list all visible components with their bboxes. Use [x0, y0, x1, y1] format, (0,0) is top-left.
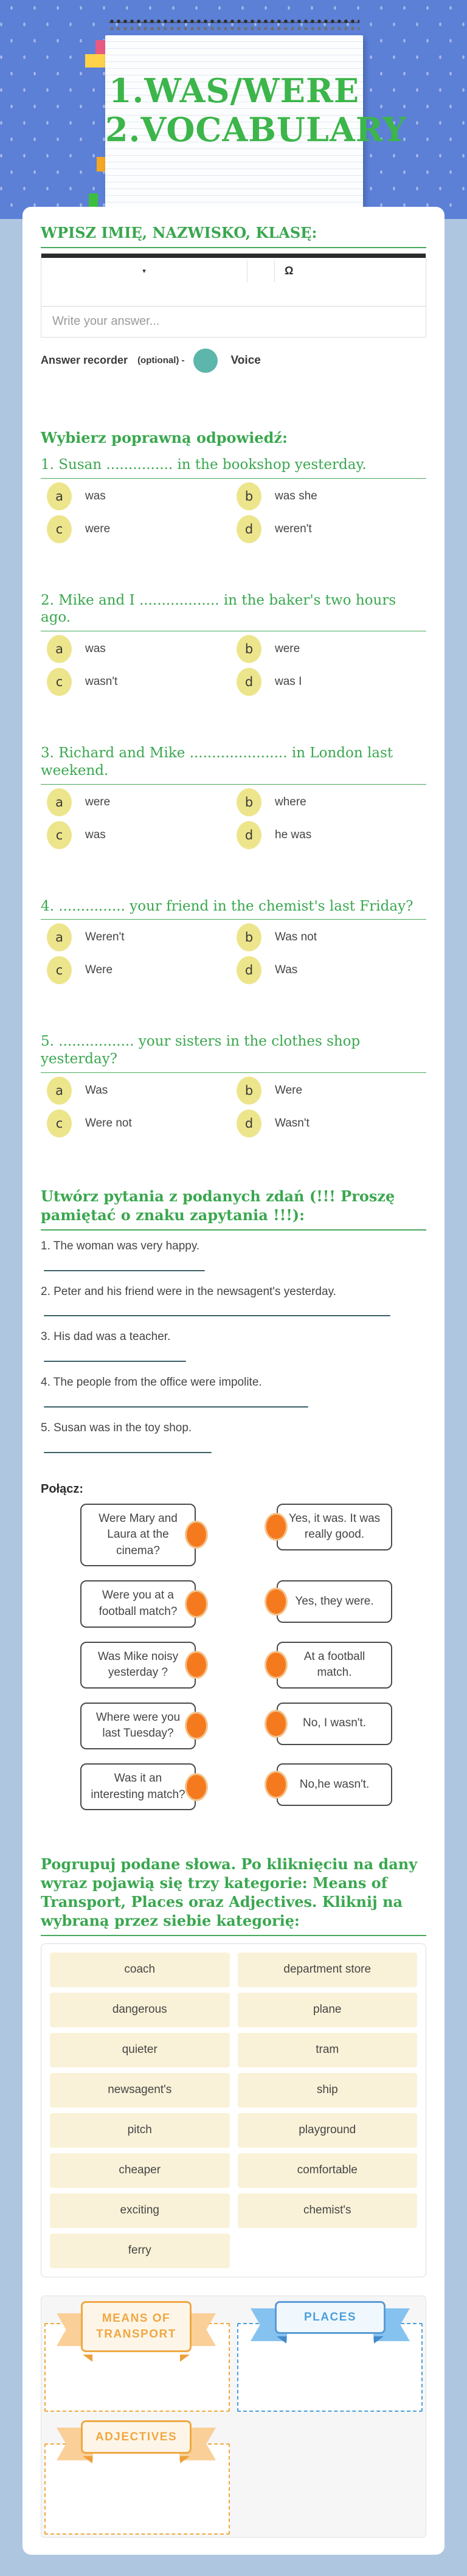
option-label: was	[85, 828, 106, 841]
option-label: was	[85, 489, 106, 502]
word-chips-grid	[50, 1953, 417, 2268]
connector-dot[interactable]	[185, 1521, 208, 1549]
option-label: Was	[85, 1083, 108, 1097]
match-right-text: No, I wasn't.	[303, 1717, 366, 1730]
open-question-4	[41, 1375, 426, 1408]
answer-recorder-label: Answer recorder	[41, 354, 128, 367]
matching-section	[41, 1482, 426, 1811]
grouping-section	[41, 1855, 426, 2538]
option-letter-badge[interactable]: a	[47, 923, 72, 951]
answer-recorder-row	[41, 349, 426, 373]
option-c[interactable]	[41, 668, 230, 696]
connector-dot[interactable]	[185, 1651, 208, 1679]
option-d[interactable]	[230, 956, 426, 984]
option-d[interactable]	[230, 515, 426, 543]
question-4	[41, 898, 426, 985]
omega-icon: Ω	[285, 265, 294, 277]
word-chip[interactable]: pitch	[50, 2113, 230, 2148]
match-pair-1	[41, 1504, 426, 1567]
word-chip[interactable]: exciting	[50, 2193, 230, 2228]
ribbon-adjectives[interactable]	[81, 2420, 192, 2454]
match-left-card[interactable]	[80, 1763, 196, 1810]
sentence-text: 2. Peter and his friend were in the newsagent's yesterday.	[41, 1285, 336, 1298]
option-label: were	[275, 642, 300, 656]
category-label[interactable]: MEANS OF TRANSPORT	[81, 2301, 192, 2352]
answer-line-input[interactable]	[44, 1452, 212, 1453]
open-task-heading: Utwórz pytania z podanych zdań (!!! Proszę pamiętać o znaku zapytania !!!):	[41, 1187, 395, 1224]
option-label: where	[275, 795, 306, 808]
word-bank-card	[41, 1943, 426, 2277]
option-d[interactable]	[230, 821, 426, 849]
sentence-text: 3. His dad was a teacher.	[41, 1330, 171, 1344]
word-chip[interactable]: department store	[238, 1953, 418, 1987]
answer-editor	[41, 253, 426, 338]
options-grid	[41, 635, 426, 696]
toolbar-spacer-cell	[247, 258, 274, 285]
open-question-3	[41, 1330, 426, 1362]
match-left-card[interactable]	[80, 1703, 196, 1749]
option-label: Were not	[85, 1116, 132, 1130]
option-letter-badge[interactable]: b	[237, 482, 261, 510]
option-b[interactable]	[230, 635, 426, 663]
yellow-sticker	[85, 54, 105, 68]
sentence-text: 4. The people from the office were impolite.	[41, 1376, 262, 1389]
match-left-text: Where were you last Tuesday?	[95, 1710, 181, 1740]
match-left-text: Were Mary and Laura at the cinema?	[99, 1512, 178, 1557]
editor-toolbar	[41, 258, 426, 285]
options-grid	[41, 1077, 426, 1137]
worksheet-card	[22, 207, 445, 2555]
divider	[41, 919, 426, 920]
option-letter-badge[interactable]: a	[47, 482, 72, 510]
name-task-heading: WPISZ IMIĘ, NAZWISKO, KLASĘ:	[41, 224, 317, 241]
option-letter-badge[interactable]: c	[47, 1109, 72, 1137]
match-pairs	[41, 1504, 426, 1811]
question-text: 5. ................. your sisters in the clothes shop yesterday?	[41, 1033, 361, 1068]
option-a[interactable]	[41, 923, 230, 951]
match-right-card[interactable]	[277, 1504, 392, 1550]
green-sticker	[89, 193, 98, 207]
option-b[interactable]	[230, 1077, 426, 1105]
option-c[interactable]	[41, 515, 230, 543]
divider	[41, 1229, 426, 1231]
connector-dot[interactable]	[265, 1771, 288, 1799]
match-task-heading: Połącz:	[41, 1482, 84, 1496]
question-3	[41, 745, 426, 849]
option-b[interactable]	[230, 923, 426, 951]
word-chip[interactable]: playground	[238, 2113, 418, 2148]
option-b[interactable]	[230, 482, 426, 510]
word-chip[interactable]: tram	[238, 2033, 418, 2067]
pink-sticker	[95, 40, 106, 54]
editor-topbar	[41, 254, 426, 258]
open-question-5	[41, 1421, 426, 1453]
option-letter-badge[interactable]: b	[237, 635, 261, 663]
match-left-card[interactable]	[80, 1642, 196, 1689]
connector-dot[interactable]	[265, 1513, 288, 1541]
sentence-text: 5. Susan was in the toy shop.	[41, 1421, 192, 1434]
category-label[interactable]: ADJECTIVES	[81, 2420, 192, 2454]
sentence-text: 1. The woman was very happy.	[41, 1239, 200, 1252]
match-left-text: Was Mike noisy yesterday ?	[97, 1650, 179, 1679]
special-characters-button[interactable]	[275, 258, 293, 285]
answer-input[interactable]	[41, 307, 426, 337]
option-c[interactable]	[41, 821, 230, 849]
question-1	[41, 456, 426, 543]
match-right-text: Yes, it was. It was really good.	[288, 1512, 381, 1541]
option-label: Was not	[275, 931, 317, 944]
option-b[interactable]	[230, 788, 426, 816]
connector-dot[interactable]	[185, 1590, 208, 1618]
option-letter-badge[interactable]: a	[47, 788, 72, 816]
option-label: Was	[275, 963, 298, 977]
word-chip[interactable]: cheaper	[50, 2153, 230, 2188]
option-a[interactable]	[41, 788, 230, 816]
voice-record-button[interactable]	[193, 349, 218, 373]
question-text: 2. Mike and I .................. in the baker's two hours ago.	[41, 592, 396, 626]
option-a[interactable]	[41, 635, 230, 663]
option-letter-badge[interactable]: d	[237, 668, 261, 696]
options-grid	[41, 923, 426, 984]
spiral-binding-icon	[109, 17, 359, 36]
question-text: 1. Susan ............... in the bookshop yesterday.	[41, 456, 367, 473]
choice-task-heading: Wybierz poprawną odpowiedź:	[41, 428, 288, 446]
connector-dot[interactable]	[265, 1588, 288, 1616]
match-right-card[interactable]	[277, 1642, 392, 1689]
option-label: Were	[275, 1083, 303, 1097]
match-pair-3	[41, 1642, 426, 1689]
option-label: wasn't	[85, 675, 118, 689]
connector-dot[interactable]	[185, 1712, 208, 1740]
divider	[41, 478, 426, 479]
word-chip[interactable]: chemist's	[238, 2193, 418, 2228]
option-letter-badge[interactable]: b	[237, 788, 261, 816]
answer-line-input[interactable]	[44, 1315, 390, 1316]
notebook-graphic	[105, 35, 407, 218]
options-grid	[41, 788, 426, 849]
open-question-1	[41, 1239, 426, 1271]
match-right-card[interactable]	[277, 1763, 392, 1806]
option-letter-badge[interactable]: a	[47, 635, 72, 663]
multiple-choice-section	[41, 429, 426, 1137]
category-label[interactable]: PLACES	[275, 2301, 386, 2334]
group-task-heading: Pogrupuj podane słowa. Po kliknięciu na dany wyraz pojawią się trzy kategorie: Means of Transport, Places oraz Adjectives. Kliknij na wybraną przez siebie kategorię:	[41, 1855, 418, 1929]
editor-body	[41, 285, 426, 306]
chevron-down-icon: ▾	[142, 268, 146, 276]
option-label: Were	[85, 963, 113, 977]
option-letter-badge[interactable]: a	[47, 1077, 72, 1105]
option-a[interactable]	[41, 482, 230, 510]
option-d[interactable]	[230, 1109, 426, 1137]
worksheet-title-line1: 1.WAS/WERE	[108, 71, 360, 110]
divider	[41, 247, 426, 248]
answer-recorder-optional: (optional) -	[137, 355, 185, 366]
word-chip[interactable]: comfortable	[238, 2153, 418, 2188]
match-right-card[interactable]	[277, 1580, 392, 1623]
question-text: 4. ............... your friend in the chemist's last Friday?	[41, 898, 413, 914]
match-pair-5	[41, 1763, 426, 1810]
word-chip[interactable]: dangerous	[50, 1993, 230, 2027]
word-chip[interactable]: ship	[238, 2073, 418, 2108]
answer-line-input[interactable]	[44, 1361, 186, 1362]
word-chip[interactable]: plane	[238, 1993, 418, 2027]
option-label: he was	[275, 828, 312, 841]
option-label: Wasn't	[275, 1116, 310, 1130]
option-letter-badge[interactable]: c	[47, 668, 72, 696]
option-letter-badge[interactable]: c	[47, 821, 72, 849]
option-label: was I	[275, 675, 302, 689]
open-questions-section	[41, 1187, 426, 1453]
match-right-card[interactable]	[277, 1703, 392, 1745]
match-right-text: No,he wasn't.	[299, 1777, 370, 1791]
connector-dot[interactable]	[185, 1773, 208, 1801]
option-letter-badge[interactable]: d	[237, 821, 261, 849]
divider	[41, 784, 426, 785]
match-right-text: Yes, they were.	[295, 1595, 374, 1608]
voice-label: Voice	[230, 353, 261, 367]
font-dropdown[interactable]	[41, 258, 247, 285]
divider	[41, 1935, 426, 1936]
option-letter-badge[interactable]: d	[237, 956, 261, 984]
option-letter-badge[interactable]: d	[237, 515, 261, 543]
option-letter-badge[interactable]: c	[47, 515, 72, 543]
connector-dot[interactable]	[265, 1710, 288, 1738]
match-right-text: At a football match.	[303, 1650, 365, 1679]
option-label: were	[85, 522, 111, 535]
connector-dot[interactable]	[265, 1651, 288, 1679]
open-question-2	[41, 1285, 426, 1317]
match-pair-4	[41, 1703, 426, 1749]
worksheet-title-line2: 2.VOCABULARY	[105, 110, 407, 149]
match-left-text: Were you at a football match?	[99, 1589, 178, 1618]
header-banner	[0, 0, 467, 219]
option-d[interactable]	[230, 668, 426, 696]
option-c[interactable]	[41, 956, 230, 984]
option-a[interactable]	[41, 1077, 230, 1105]
question-2	[41, 592, 426, 696]
option-label: weren't	[275, 522, 312, 535]
open-questions-list	[41, 1239, 426, 1453]
option-letter-badge[interactable]: c	[47, 956, 72, 984]
question-5	[41, 1033, 426, 1137]
word-chip[interactable]: ferry	[50, 2234, 230, 2268]
option-letter-badge[interactable]: d	[237, 1109, 261, 1137]
option-letter-badge[interactable]: b	[237, 1077, 261, 1105]
option-label: were	[85, 795, 111, 808]
word-chip[interactable]: newsagent's	[50, 2073, 230, 2108]
match-left-card[interactable]	[80, 1580, 196, 1627]
ribbon-means-of-transport[interactable]	[81, 2301, 192, 2352]
answer-line-input[interactable]	[44, 1270, 205, 1271]
categories-card	[41, 2296, 426, 2538]
option-label: Weren't	[85, 931, 125, 944]
match-left-text: Was it an interesting match?	[91, 1771, 185, 1801]
option-letter-badge[interactable]: b	[237, 923, 261, 951]
options-grid	[41, 482, 426, 543]
option-label: was	[85, 642, 106, 656]
word-chip[interactable]: coach	[50, 1953, 230, 1987]
ribbon-places[interactable]	[275, 2301, 386, 2334]
word-chip[interactable]: quieter	[50, 2033, 230, 2067]
option-label: was she	[275, 489, 317, 502]
option-c[interactable]	[41, 1109, 230, 1137]
question-text: 3. Richard and Mike ...................... in London last weekend.	[41, 745, 393, 779]
divider	[41, 1072, 426, 1073]
match-left-card[interactable]	[80, 1504, 196, 1567]
match-pair-2	[41, 1580, 426, 1627]
answer-line-input[interactable]	[44, 1406, 308, 1408]
answer-input-placeholder: Write your answer...	[52, 314, 160, 328]
